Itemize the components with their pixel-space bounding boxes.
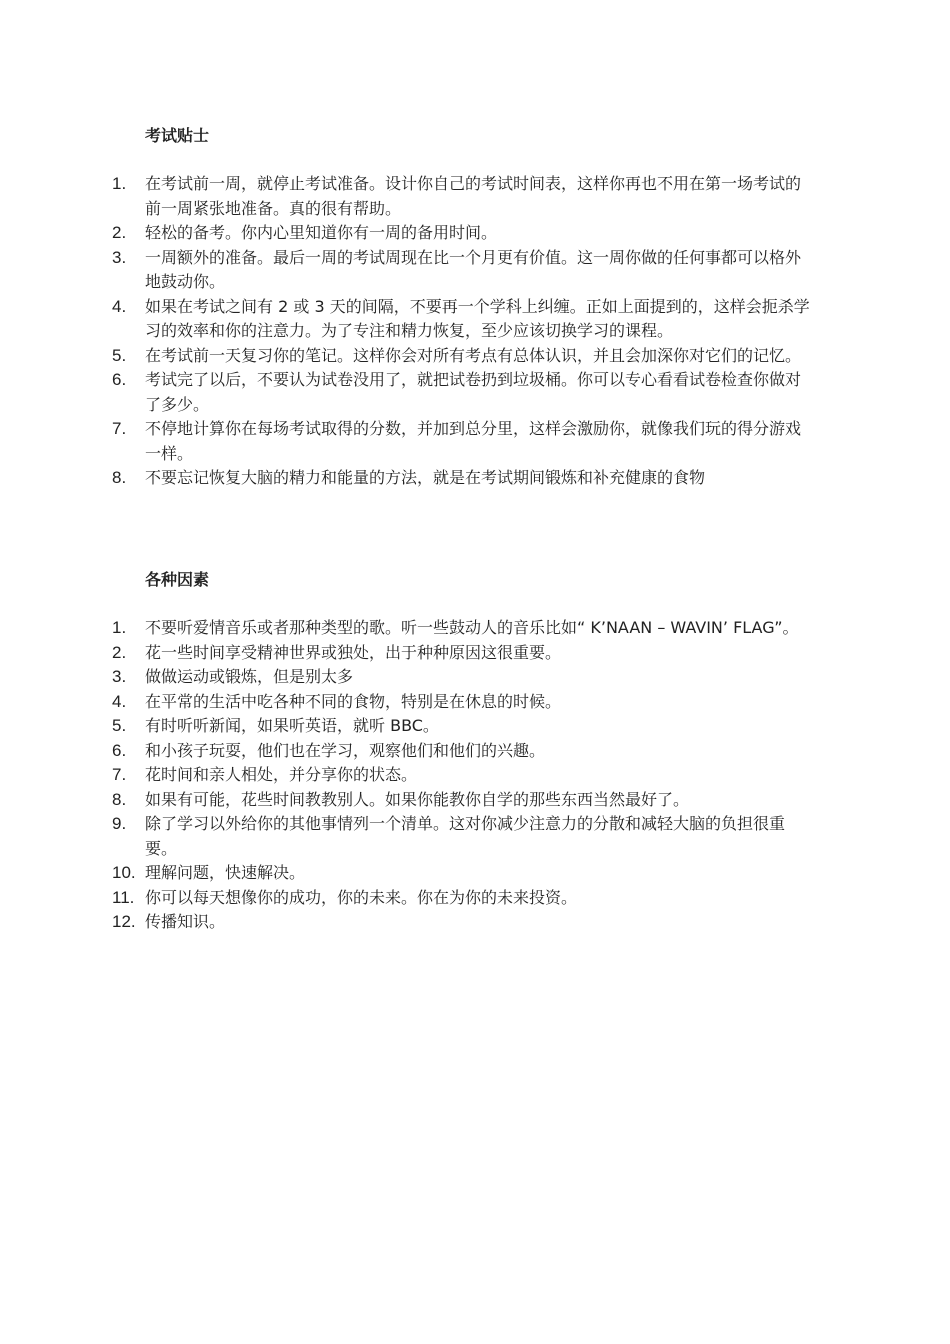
list-item bbox=[112, 910, 812, 935]
list-item bbox=[112, 690, 812, 715]
list-text: 花一些时间享受精神世界或独处，出于种种原因这很重要。 bbox=[145, 642, 562, 662]
list-number: 4. bbox=[112, 691, 127, 711]
list-number: 9. bbox=[112, 814, 127, 833]
list-text: 理解问题，快速解决。 bbox=[145, 863, 306, 882]
section-title-exam-tips: 考试贴士 bbox=[145, 126, 210, 145]
list-number: 11. bbox=[112, 887, 135, 907]
list-item bbox=[112, 886, 812, 911]
list-item bbox=[112, 812, 812, 861]
list-item bbox=[112, 344, 812, 369]
list-text: 有时听听新闻，如果听英语，就听 BBC。 bbox=[145, 716, 439, 735]
list-number: 6. bbox=[112, 740, 127, 760]
list-number: 2. bbox=[112, 223, 127, 242]
list-text: 你可以每天想像你的成功，你的未来。你在为你的未来投资。 bbox=[145, 887, 578, 907]
list-item bbox=[112, 788, 812, 813]
list-text: 传播知识。 bbox=[145, 912, 226, 931]
list-text: 花时间和亲人相处，并分享你的状态。 bbox=[145, 765, 418, 784]
list-text: 在考试前一周，就停止考试准备。设计你自己的考试时间表，这样你再也不用在第一场考试的前一周紧张地准备。真的很有帮助。 bbox=[145, 174, 802, 218]
list-text: 如果在考试之间有 2 或 3 天的间隔，不要再一个学科上纠缠。正如上面提到的，这样会扼杀学习的效率和你的注意力。为了专注和精力恢复，至少应该切换学习的课程。 bbox=[145, 296, 810, 340]
list-text: 一周额外的准备。最后一周的考试周现在比一个月更有价值。这一周你做的任何事都可以格外地鼓动你。 bbox=[145, 247, 802, 291]
list-item bbox=[112, 295, 812, 344]
list-item bbox=[112, 861, 812, 886]
list-text: 除了学习以外给你的其他事情列一个清单。这对你减少注意力的分散和减轻大脑的负担很重要。 bbox=[145, 814, 786, 858]
list-text: 不要忘记恢复大脑的精力和能量的方法，就是在考试期间锻炼和补充健康的食物 bbox=[145, 468, 706, 487]
list-item bbox=[112, 368, 812, 417]
list-number: 2. bbox=[112, 642, 127, 662]
section-title-factors: 各种因素 bbox=[145, 570, 210, 589]
list-item bbox=[112, 665, 812, 690]
list-item bbox=[112, 714, 812, 739]
list-number: 4. bbox=[112, 296, 127, 316]
exam-tips-list bbox=[112, 172, 812, 491]
list-number: 7. bbox=[112, 419, 127, 438]
list-number: 10. bbox=[112, 863, 136, 882]
list-text: 做做运动或锻炼，但是别太多 bbox=[145, 667, 354, 686]
list-text: 不停地计算你在每场考试取得的分数，并加到总分里，这样会激励你，就像我们玩的得分游戏一样。 bbox=[145, 419, 802, 463]
list-number: 7. bbox=[112, 765, 127, 784]
list-item bbox=[112, 417, 812, 466]
list-item bbox=[112, 221, 812, 246]
list-text: 和小孩子玩耍，他们也在学习，观察他们和他们的兴趣。 bbox=[145, 740, 546, 760]
list-number: 1. bbox=[112, 618, 127, 637]
list-text: 不要听爱情音乐或者那种类型的歌。听一些鼓动人的音乐比如“ K’NAAN – WAVIN’ FLAG”。 bbox=[145, 618, 799, 637]
list-text: 轻松的备考。你内心里知道你有一周的备用时间。 bbox=[145, 223, 498, 242]
list-number: 1. bbox=[112, 174, 127, 193]
list-number: 3. bbox=[112, 247, 127, 267]
list-number: 12. bbox=[112, 912, 136, 931]
list-item bbox=[112, 466, 812, 491]
list-item bbox=[112, 246, 812, 295]
list-item bbox=[112, 172, 812, 221]
list-item bbox=[112, 616, 812, 641]
list-number: 5. bbox=[112, 345, 127, 365]
list-text: 如果有可能，花些时间教教别人。如果你能教你自学的那些东西当然最好了。 bbox=[145, 789, 690, 809]
list-number: 8. bbox=[112, 468, 127, 487]
list-text: 在平常的生活中吃各种不同的食物，特别是在休息的时候。 bbox=[145, 691, 562, 711]
list-text: 考试完了以后，不要认为试卷没用了，就把试卷扔到垃圾桶。你可以专心看看试卷检查你做对了多少。 bbox=[145, 370, 802, 414]
list-number: 5. bbox=[112, 716, 127, 735]
list-item bbox=[112, 641, 812, 666]
list-number: 6. bbox=[112, 370, 127, 389]
list-number: 3. bbox=[112, 667, 127, 686]
list-item bbox=[112, 739, 812, 764]
list-text: 在考试前一天复习你的笔记。这样你会对所有考点有总体认识，并且会加深你对它们的记忆。 bbox=[145, 345, 802, 365]
list-item bbox=[112, 763, 812, 788]
factors-list bbox=[112, 616, 812, 935]
list-number: 8. bbox=[112, 789, 127, 809]
